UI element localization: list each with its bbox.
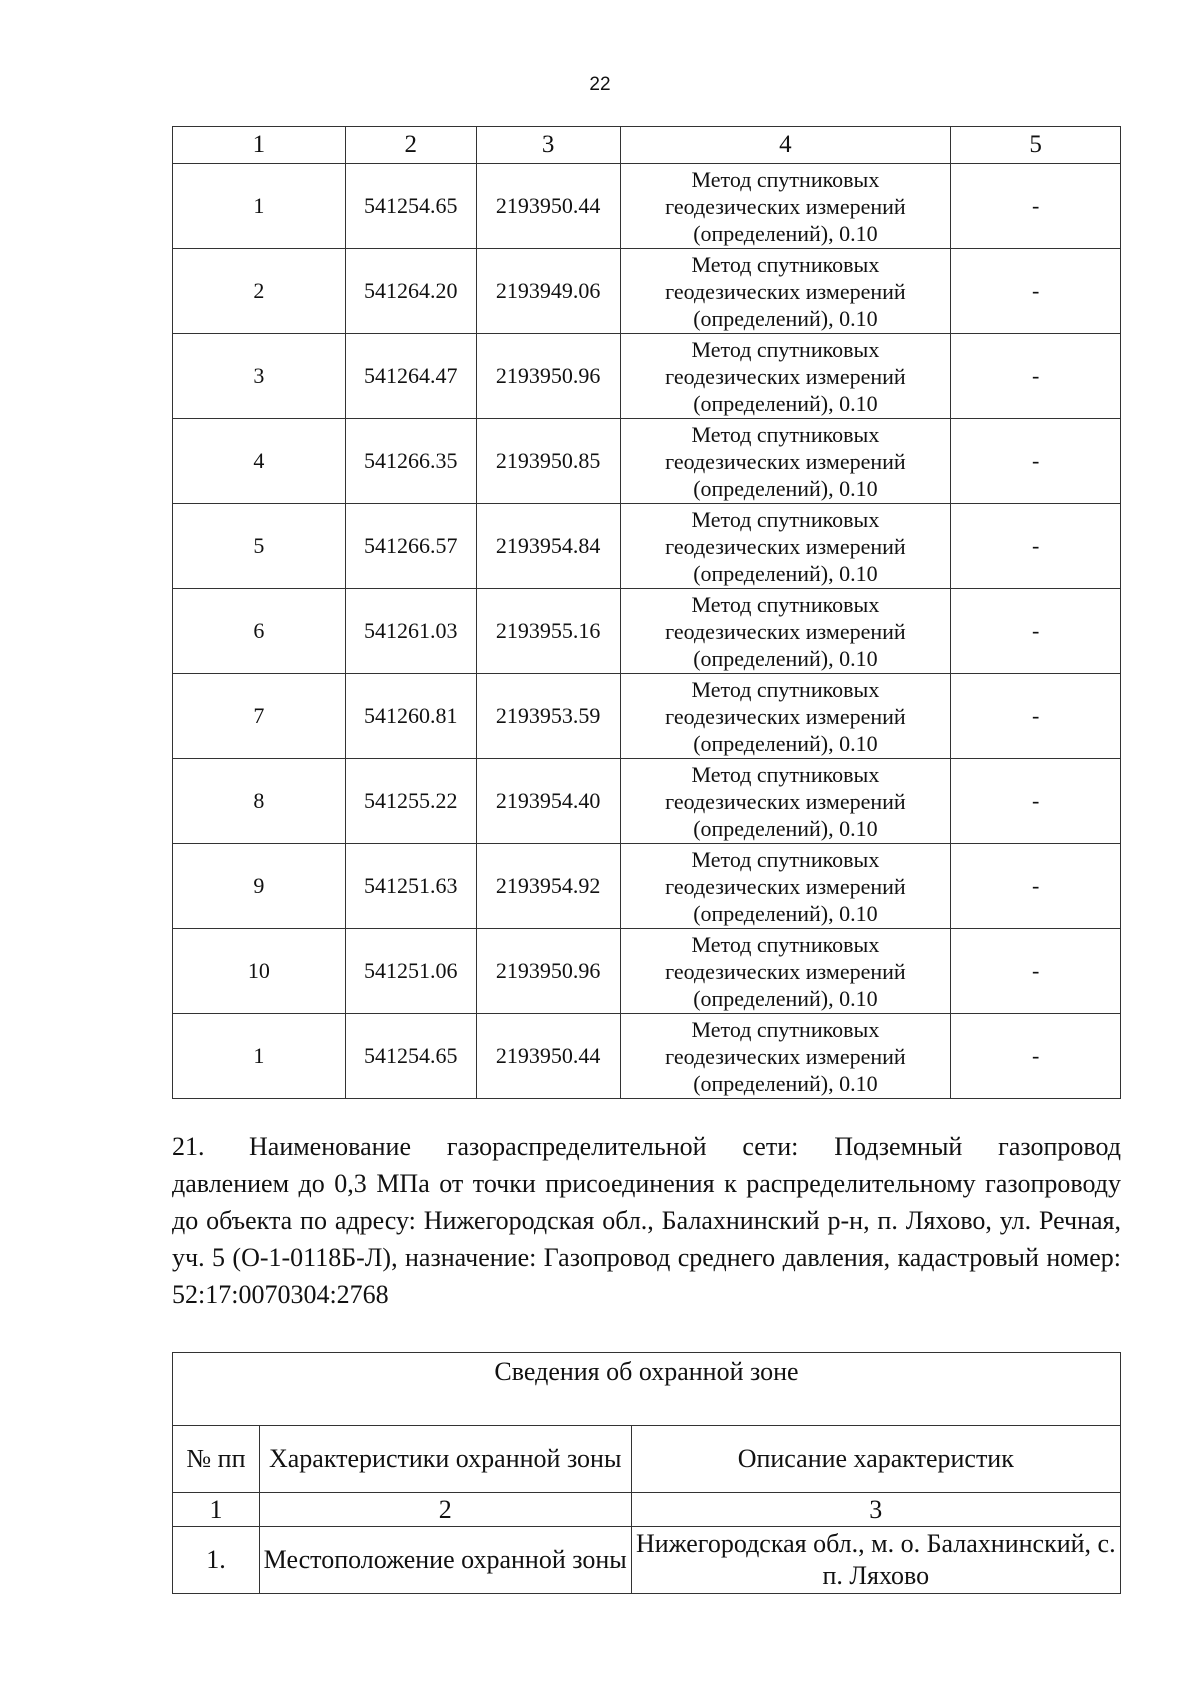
column-header: 4 [620,127,951,164]
method-line: (определений), 0.10 [693,1070,878,1096]
method-line: (определений), 0.10 [693,985,878,1011]
point-number: 6 [173,589,346,674]
method-line: Метод спутниковых [691,846,880,872]
method-line: Метод спутниковых [691,336,880,362]
table-row [173,334,1121,419]
column-header: Описание характеристик [631,1426,1120,1493]
method-line: геодезических измерений [665,363,906,389]
table-row [173,759,1121,844]
method [620,674,951,759]
method-line: (определений), 0.10 [693,220,878,246]
coordinate-y: 2193954.92 [476,844,620,929]
method [620,1014,951,1099]
method-line: (определений), 0.10 [693,730,878,756]
method [620,334,951,419]
column-header: 1 [173,127,346,164]
table-row [173,164,1121,249]
column-header: № пп [173,1426,260,1493]
method-line: геодезических измерений [665,703,906,729]
point-number: 8 [173,759,346,844]
method-line: Метод спутниковых [691,421,880,447]
zone-description: Нижегородская обл., м. о. Балахнинский, с. п. Ляхово [631,1527,1120,1594]
point-number: 4 [173,419,346,504]
method-line: геодезических измерений [665,618,906,644]
column-header: 2 [345,127,476,164]
method-line: (определений), 0.10 [693,560,878,586]
column-number: 2 [259,1493,631,1527]
zone-table-number-row [173,1493,1121,1527]
coordinate-x: 541261.03 [345,589,476,674]
zone-table-title-row [173,1353,1121,1426]
method-line: геодезических измерений [665,448,906,474]
coordinate-x: 541266.35 [345,419,476,504]
note: - [951,249,1121,334]
method-line: (определений), 0.10 [693,815,878,841]
coordinate-y: 2193950.44 [476,164,620,249]
zone-table-title: Сведения об охранной зоне [173,1353,1121,1426]
coordinate-x: 541264.20 [345,249,476,334]
coordinate-y: 2193953.59 [476,674,620,759]
coordinate-x: 541255.22 [345,759,476,844]
method-line: геодезических измерений [665,958,906,984]
coordinate-y: 2193949.06 [476,249,620,334]
table-row [173,1014,1121,1099]
method-line: геодезических измерений [665,873,906,899]
table-row [173,589,1121,674]
point-number: 2 [173,249,346,334]
coordinate-x: 541266.57 [345,504,476,589]
method-line: (определений), 0.10 [693,900,878,926]
method [620,419,951,504]
page-number: 22 [589,74,611,95]
point-number: 10 [173,929,346,1014]
zone-table-header-row [173,1426,1121,1493]
method [620,589,951,674]
method-line: геодезических измерений [665,1043,906,1069]
coordinate-x: 541254.65 [345,164,476,249]
coordinate-x: 541264.47 [345,334,476,419]
coordinates-table [172,126,1121,1099]
note: - [951,929,1121,1014]
column-header: Характеристики охранной зоны [259,1426,631,1493]
method-line: геодезических измерений [665,278,906,304]
note: - [951,334,1121,419]
method-line: геодезических измерений [665,193,906,219]
coordinate-x: 541254.65 [345,1014,476,1099]
note: - [951,1014,1121,1099]
method-line: Метод спутниковых [691,761,880,787]
column-number: 1 [173,1493,260,1527]
note: - [951,164,1121,249]
column-number: 3 [631,1493,1120,1527]
method-line: Метод спутниковых [691,931,880,957]
coordinate-x: 541260.81 [345,674,476,759]
column-header: 3 [476,127,620,164]
table-row [173,504,1121,589]
table-row [173,844,1121,929]
column-header: 5 [951,127,1121,164]
table-row [173,929,1121,1014]
coordinate-y: 2193955.16 [476,589,620,674]
section-paragraph [172,1128,1121,1313]
method-line: Метод спутниковых [691,591,880,617]
coordinate-x: 541251.63 [345,844,476,929]
point-number: 1 [173,1014,346,1099]
section-number: 21. [172,1132,205,1161]
table-header-row [173,127,1121,164]
method [620,759,951,844]
method-line: геодезических измерений [665,788,906,814]
method-line: Метод спутниковых [691,506,880,532]
method [620,164,951,249]
note: - [951,419,1121,504]
zone-characteristic: Местоположение охранной зоны [259,1527,631,1594]
method-line: Метод спутниковых [691,166,880,192]
method [620,249,951,334]
method-line: Метод спутниковых [691,1016,880,1042]
table-row [173,674,1121,759]
point-number: 9 [173,844,346,929]
method-line: Метод спутниковых [691,676,880,702]
note: - [951,844,1121,929]
point-number: 7 [173,674,346,759]
method-line: (определений), 0.10 [693,475,878,501]
coordinate-x: 541251.06 [345,929,476,1014]
coordinate-y: 2193950.44 [476,1014,620,1099]
point-number: 5 [173,504,346,589]
note: - [951,589,1121,674]
note: - [951,674,1121,759]
method-line: (определений), 0.10 [693,645,878,671]
table-row [173,1527,1121,1594]
method-line: геодезических измерений [665,533,906,559]
coordinate-y: 2193950.96 [476,334,620,419]
coordinate-y: 2193950.85 [476,419,620,504]
coordinate-y: 2193954.40 [476,759,620,844]
section-text: Наименование газораспределительной сети: Подземный газопровод давлением до 0,3 МПа от точки присоединения к распределительному газопроводу до объекта по адресу: Нижегородская обл., Балахнинский р-н, п. Ляхово, ул. Речная, уч. 5 (О-1-0118Б-Л), назначение: Газопровод среднего давления, кадастровый номер: 52:17:0070304:2768 [172,1132,1121,1309]
table-row [173,419,1121,504]
row-number: 1. [173,1527,260,1594]
point-number: 3 [173,334,346,419]
method [620,844,951,929]
method [620,929,951,1014]
coordinate-y: 2193954.84 [476,504,620,589]
protection-zone-table [172,1352,1121,1594]
coordinate-y: 2193950.96 [476,929,620,1014]
note: - [951,759,1121,844]
method [620,504,951,589]
method-line: (определений), 0.10 [693,390,878,416]
point-number: 1 [173,164,346,249]
method-line: Метод спутниковых [691,251,880,277]
method-line: (определений), 0.10 [693,305,878,331]
table-row [173,249,1121,334]
note: - [951,504,1121,589]
